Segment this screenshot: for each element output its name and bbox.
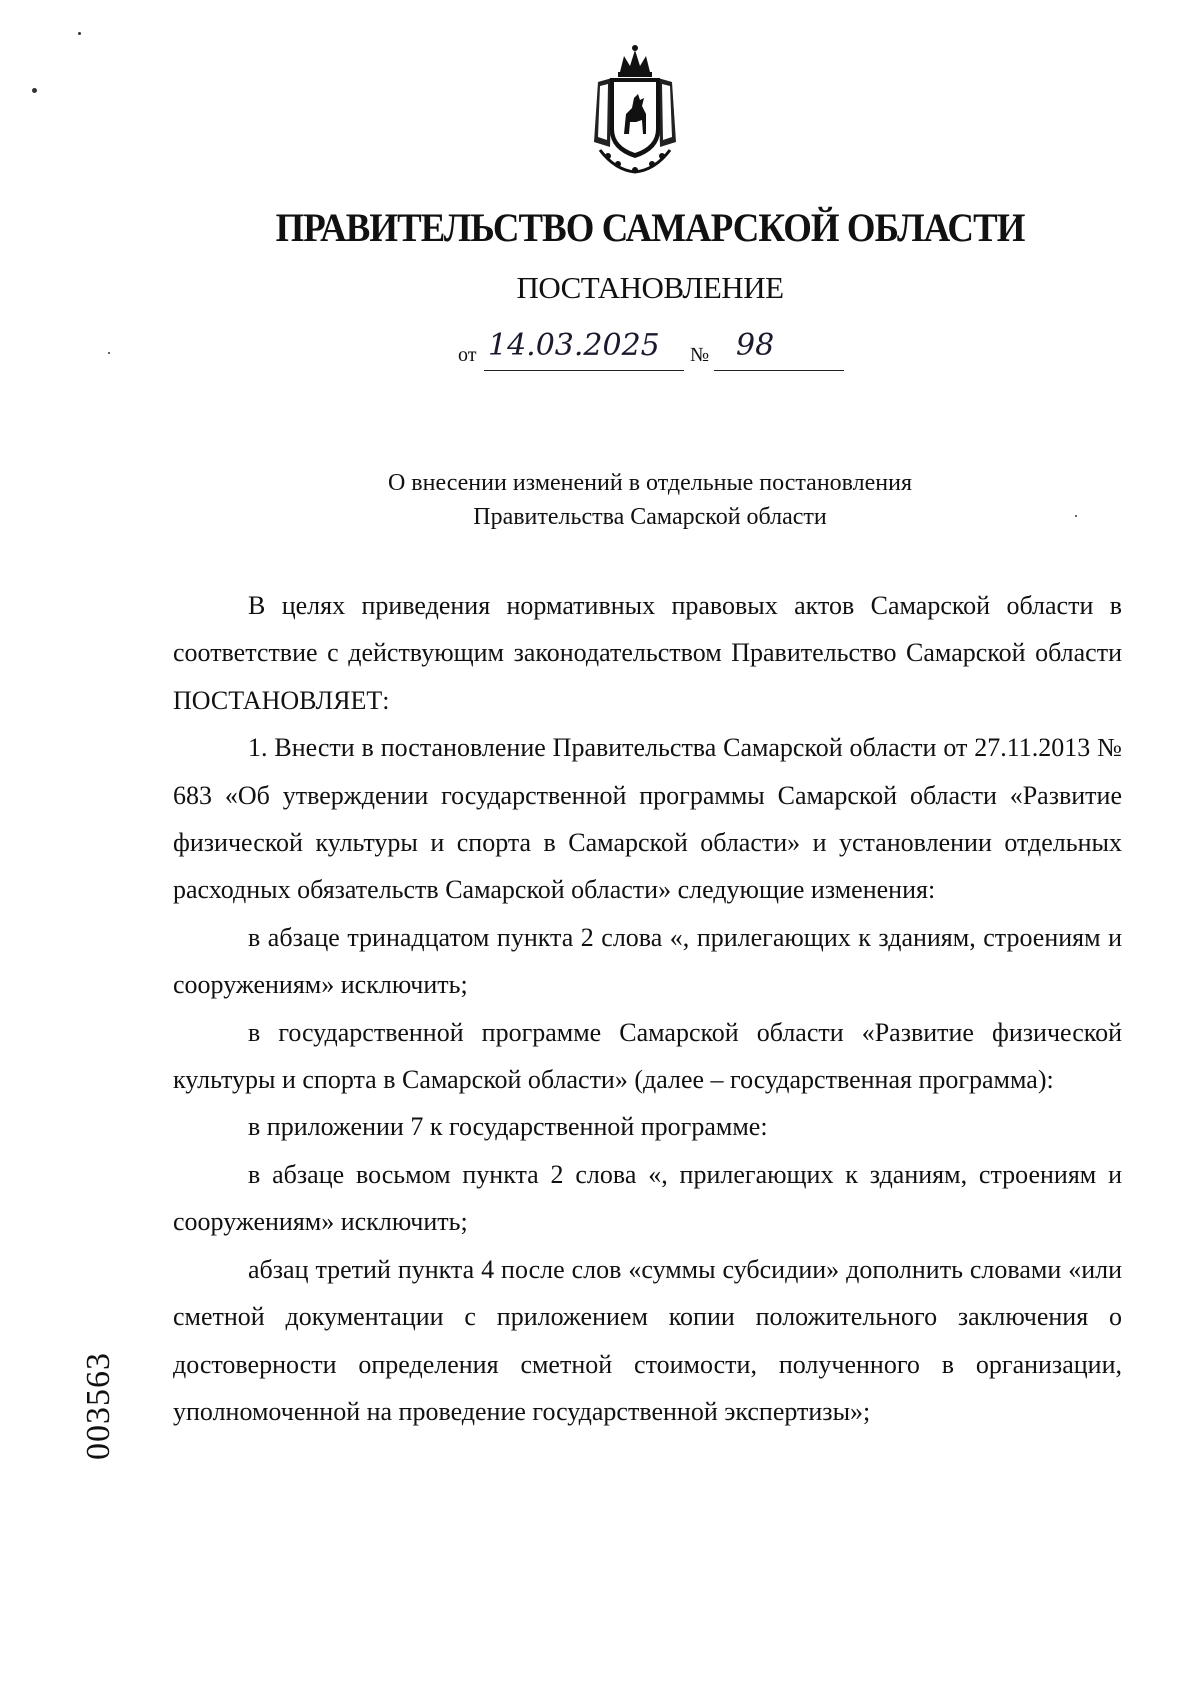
subject-line-1: О внесении изменений в отдельные постановления [387,470,913,496]
number-underline [714,370,844,371]
scan-speck [78,32,81,35]
body-text [173,582,1122,1435]
number-value: 98 [736,328,775,363]
paragraph: в государственной программе Самарской области «Развитие физической культуры и спорта в Самарской области» (далее – государственная программа): [173,1017,1122,1095]
subject-line-2: Правительства Самарской области [473,504,827,530]
date-prefix: от [458,344,477,366]
paragraph: 1. Внести в постановление Правительства Самарской области от 27.11.2013 № 683 «Об утверждении государственной программы Самарской области «Развитие физической культуры и спорта в Самарской области» и установлении отдельных расходных обязательств Самарской области» следующие изменения: [173,733,1122,905]
date-underline [484,370,684,371]
number-prefix: № [690,344,710,366]
samara-coat-of-arms-icon [580,42,690,177]
government-title: ПРАВИТЕЛЬСТВО САМАРСКОЙ ОБЛАСТИ [275,205,1025,250]
side-registration-number: 003563 [80,1352,117,1460]
scan-speck [1075,515,1077,517]
date-value: 14.03.2025 [488,328,660,363]
paragraph: в абзаце тринадцатом пункта 2 слова «, прилегающих к зданиям, строениям и сооружениям» исключить; [173,922,1122,1000]
paragraph: в абзаце восьмом пункта 2 слова «, прилегающих к зданиям, строениям и сооружениям» исключить; [173,1159,1122,1237]
paragraph: абзац третий пункта 4 после слов «суммы субсидии» дополнить словами «или сметной документации с приложением копии положительного заключения о достоверности определения сметной стоимости, полученного в организации, уполномоченной на проведение государственной экспертизы»; [173,1254,1122,1426]
scan-speck [32,88,37,93]
document-type: ПОСТАНОВЛЕНИЕ [516,270,784,305]
paragraph: в приложении 7 к государственной программе: [248,1112,768,1142]
scan-speck [108,352,110,354]
subject-block [0,466,1200,534]
paragraph: В целях приведения нормативных правовых актов Самарской области в соответствие с действующим законодательством Правительство Самарской области ПОСТАНОВЛЯЕТ: [173,591,1122,715]
